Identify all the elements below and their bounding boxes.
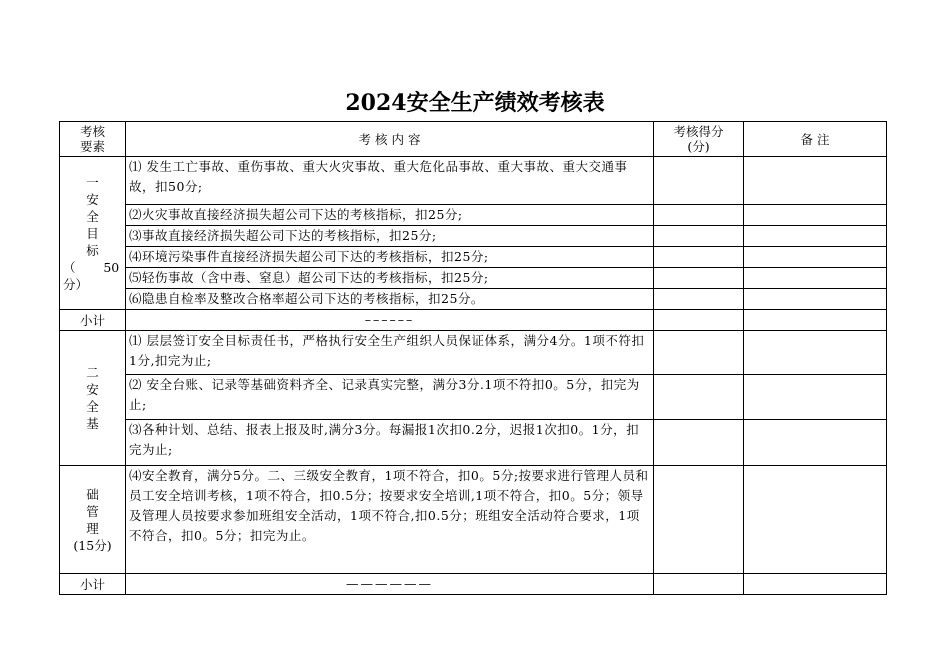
header-remarks: 备 注 (744, 122, 887, 157)
item-text: ⑸轻伤事故（含中毒、窒息）超公司下达的考核指标，扣25分; (126, 268, 654, 289)
table-row (60, 226, 887, 247)
score-cell[interactable] (654, 268, 744, 289)
category-char: 全 (86, 208, 99, 224)
category-char: 安 (86, 382, 99, 397)
category-safety-management (60, 466, 126, 574)
score-cell[interactable] (654, 247, 744, 268)
header-content: 考 核 内 容 (126, 122, 654, 157)
remarks-cell[interactable] (744, 331, 887, 375)
category-tail: 分） (63, 276, 89, 292)
score-cell[interactable] (654, 310, 744, 331)
document-title: 2024安全生产绩效考核表 (345, 90, 605, 116)
category-char: 全 (86, 399, 99, 414)
table-row (60, 157, 887, 205)
item-text: ⑷安全教育，满分5分。二、三级安全教育，1项不符合，扣0。5分;按要求进行管理人员和员工安全培训考核，1项不符合，扣0.5分；按要求安全培训,1项不符合，扣0。5分；领导及管理人员按要求参加班组安全活动，1项不符合,扣0.5分；班组安全活动符合要求，1项不符合，扣0。5分；扣完为止。 (126, 466, 654, 574)
item-text: ⑶事故直接经济损失超公司下达的考核指标，扣25分; (126, 226, 654, 247)
remarks-cell[interactable] (744, 466, 887, 574)
header-element (60, 122, 126, 157)
table-row (60, 420, 887, 466)
category-tail: （ 50 (63, 259, 120, 275)
category-char: 二 (86, 365, 99, 380)
remarks-cell[interactable] (744, 268, 887, 289)
remarks-cell[interactable] (744, 247, 887, 268)
score-cell[interactable] (654, 331, 744, 375)
remarks-cell[interactable] (744, 157, 887, 205)
item-text: ⑷环境污染事件直接经济损失超公司下达的考核指标，扣25分; (126, 247, 654, 268)
item-text: ⑵火灾事故直接经济损失超公司下达的考核指标，扣25分; (126, 205, 654, 226)
table-row (60, 247, 887, 268)
subtotal-row (60, 310, 887, 331)
assessment-table (59, 121, 887, 595)
item-text: ⑹隐患自检率及整改合格率超公司下达的考核指标，扣25分。 (126, 289, 654, 310)
remarks-cell[interactable] (744, 420, 887, 466)
subtotal-value: –––––– (126, 310, 654, 331)
category-char: 基 (86, 416, 99, 431)
header-row (60, 122, 887, 157)
table-row (60, 466, 887, 574)
item-text: ⑶各种计划、总结、报表上报及时,满分3分。每漏报1次扣0.2分，迟报1次扣0。1分，扣完为止; (126, 420, 654, 466)
table-row (60, 268, 887, 289)
table-row (60, 289, 887, 310)
score-cell[interactable] (654, 466, 744, 574)
remarks-cell[interactable] (744, 205, 887, 226)
category-char: 安 (86, 191, 99, 207)
item-text: ⑴ 层层签订安全目标责任书，严格执行安全生产组织人员保证体系，满分4分。1项不符扣1分,扣完为止; (126, 331, 654, 375)
item-text: ⑴ 发生工亡事故、重伤事故、重大火灾事故、重大危化品事故、重大事故、重大交通事故，扣50分; (126, 157, 654, 205)
table-row (60, 375, 887, 420)
item-text: ⑵ 安全台账、记录等基础资料齐全、记录真实完整，满分3分.1项不符扣0。5分，扣完为止; (126, 375, 654, 420)
category-char: 理 (86, 520, 99, 536)
header-score-line1: 考核得分 (673, 124, 724, 139)
score-cell[interactable] (654, 205, 744, 226)
header-element-line1: 考核 (79, 124, 105, 139)
score-cell[interactable] (654, 226, 744, 247)
subtotal-label: 小计 (60, 310, 126, 331)
score-cell[interactable] (654, 289, 744, 310)
subtotal-value: —————— (126, 574, 654, 595)
remarks-cell[interactable] (744, 226, 887, 247)
subtotal-label: 小计 (60, 574, 126, 595)
remarks-cell[interactable] (744, 375, 887, 420)
category-char: 础 (86, 486, 99, 502)
score-cell[interactable] (654, 420, 744, 466)
score-cell[interactable] (654, 375, 744, 420)
category-char: 一 (86, 174, 99, 190)
category-tail: (15分) (73, 537, 112, 553)
category-char: 目 (86, 225, 99, 241)
remarks-cell[interactable] (744, 574, 887, 595)
category-safety-goal (60, 157, 126, 310)
table-row (60, 331, 887, 375)
category-char: 标 (86, 242, 99, 258)
subtotal-row (60, 574, 887, 595)
header-element-line2: 要素 (79, 139, 105, 154)
score-cell[interactable] (654, 574, 744, 595)
score-cell[interactable] (654, 157, 744, 205)
header-score (654, 122, 744, 157)
remarks-cell[interactable] (744, 310, 887, 331)
category-safety-foundation (60, 331, 126, 466)
header-score-line2: (分) (687, 139, 710, 154)
remarks-cell[interactable] (744, 289, 887, 310)
table-row (60, 205, 887, 226)
category-char: 管 (86, 503, 99, 519)
